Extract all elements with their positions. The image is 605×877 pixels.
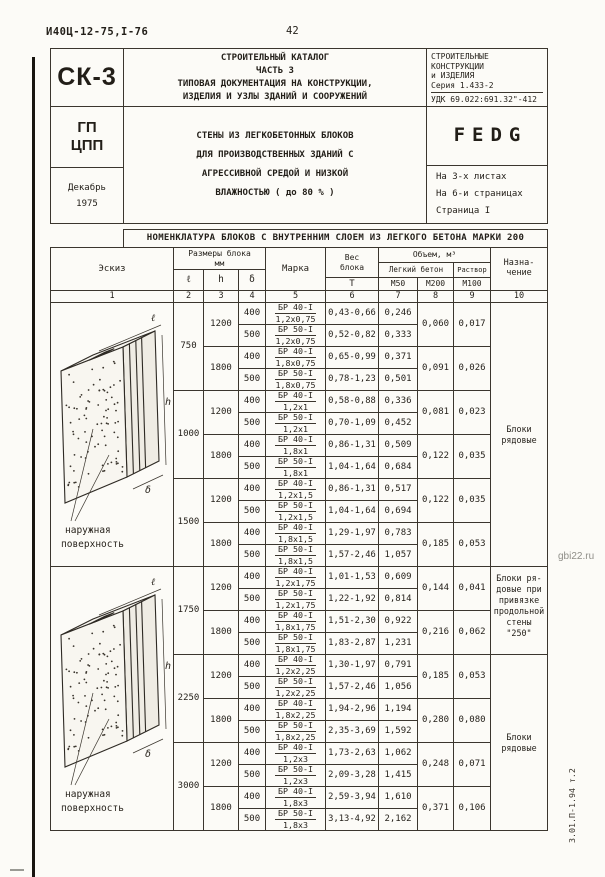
width-cell: 500 (238, 500, 266, 523)
dim-b-header: δ (238, 269, 266, 291)
purpose-cell: Блоки рядовые (490, 654, 548, 831)
col-number: 7 (378, 290, 418, 303)
m100-cell: 0,041 (453, 566, 491, 611)
sketch-header: Эскиз (50, 247, 174, 291)
m100-cell: 0,062 (453, 610, 491, 655)
m50-cell: 0,509 (378, 434, 418, 457)
m200-cell: 0,144 (417, 566, 454, 611)
height-cell: 1200 (203, 478, 239, 523)
col-number: 5 (265, 290, 326, 303)
m100-cell: 0,035 (453, 478, 491, 523)
series-line: Серия 1.433-2 (431, 80, 494, 90)
m200-cell: 0,280 (417, 698, 454, 743)
weight-header: Вес блока (325, 247, 379, 278)
mark-cell: БР 40-I 1,8х1,5 (265, 522, 326, 545)
width-cell: 400 (238, 566, 266, 589)
length-cell: 1750 (173, 566, 204, 655)
height-cell: 1200 (203, 390, 239, 435)
weight-cell: 0,78-1,23 (325, 368, 379, 391)
purpose-cell: Блоки ря- довые при привязке продольной стены "250" (490, 566, 548, 655)
mark-cell: БР 40-I 1,8х1 (265, 434, 326, 457)
block-sketch (51, 309, 173, 561)
height-cell: 1200 (203, 742, 239, 787)
weight-cell: 1,04-1,64 (325, 456, 379, 479)
subject-line: ДЛЯ ПРОИЗВОДСТВЕННЫХ ЗДАНИЙ С (196, 150, 354, 160)
width-cell: 500 (238, 632, 266, 655)
weight-cell: 1,83-2,87 (325, 632, 379, 655)
org-line: и ИЗДЕЛИЯ (431, 71, 475, 80)
sheets-line: На 6-и страницах (436, 189, 523, 199)
m50-cell: 0,517 (378, 478, 418, 501)
m50-cell: 0,783 (378, 522, 418, 545)
scan-artifact (10, 869, 24, 871)
m200-cell: 0,216 (417, 610, 454, 655)
width-cell: 400 (238, 522, 266, 545)
m50-cell: 1,194 (378, 698, 418, 721)
binding-shadow (32, 57, 35, 877)
org-line: СТРОИТЕЛЬНЫЕ (431, 52, 489, 61)
height-cell: 1800 (203, 610, 239, 655)
length-cell: 1000 (173, 390, 204, 479)
mark-cell: БР 50-I 1,2х1 (265, 412, 326, 435)
weight-cell: 1,73-2,63 (325, 742, 379, 765)
col-number: 2 (173, 290, 204, 303)
width-cell: 500 (238, 544, 266, 567)
col-number: 9 (453, 290, 491, 303)
width-cell: 500 (238, 456, 266, 479)
m50-cell: 0,694 (378, 500, 418, 523)
table-title: НОМЕНКЛАТУРА БЛОКОВ С ВНУТРЕННИМ СЛОЕМ ИЗ ЛЕГКОГО БЕТОНА МАРКИ 200 (123, 229, 548, 248)
weight-cell: 1,01-1,53 (325, 566, 379, 589)
length-cell: 1500 (173, 478, 204, 567)
svg-text:наружная: наружная (65, 524, 111, 536)
udk-line: УДК 69.022:691.32"-412 (431, 95, 537, 104)
date-year: 1975 (76, 198, 98, 209)
catalog-line: ТИПОВАЯ ДОКУМЕНТАЦИЯ НА КОНСТРУКЦИИ, (177, 78, 373, 89)
col-number: 3 (203, 290, 239, 303)
width-cell: 400 (238, 742, 266, 765)
m200-cell: 0,081 (417, 390, 454, 435)
date-month: Декабрь (68, 182, 106, 193)
weight-cell: 0,58-0,88 (325, 390, 379, 413)
m50-cell: 1,231 (378, 632, 418, 655)
m200-cell: 0,371 (417, 786, 454, 831)
weight-cell: 1,57-2,46 (325, 676, 379, 699)
weight-unit-header: Т (325, 277, 379, 291)
m50-cell: 1,610 (378, 786, 418, 809)
org-line: КОНСТРУКЦИИ (431, 61, 484, 71)
length-cell: 3000 (173, 742, 204, 831)
stamp-fedg: FEDG (426, 106, 548, 166)
m200-cell: 0,122 (417, 478, 454, 523)
svg-text:h: h (165, 660, 172, 672)
weight-cell: 1,57-2,46 (325, 544, 379, 567)
width-cell: 500 (238, 676, 266, 699)
m50-cell: 0,336 (378, 390, 418, 413)
mark-cell: БР 40-I 1,2х2,25 (265, 654, 326, 677)
m100-cell: 0,023 (453, 390, 491, 435)
weight-cell: 1,22-1,92 (325, 588, 379, 611)
col-number: 10 (490, 290, 548, 303)
height-cell: 1800 (203, 522, 239, 567)
height-cell: 1800 (203, 698, 239, 743)
col-number: 1 (50, 290, 174, 303)
weight-cell: 2,35-3,69 (325, 720, 379, 743)
weight-cell: 2,59-3,94 (325, 786, 379, 809)
m200-header: М200 (417, 277, 454, 291)
mark-cell: БР 50-I 1,2х1,75 (265, 588, 326, 611)
height-cell: 1800 (203, 346, 239, 391)
width-cell: 500 (238, 808, 266, 831)
doc-code: И40Ц-12-75,I-76 (46, 26, 149, 38)
m50-cell: 1,415 (378, 764, 418, 787)
m50-cell: 1,056 (378, 676, 418, 699)
svg-text:δ: δ (145, 748, 152, 760)
svg-text:наружная: наружная (65, 788, 111, 800)
dim-l-header: ℓ (173, 269, 204, 291)
sheets-line: На 3-х листах (436, 172, 507, 182)
weight-cell: 0,52-0,82 (325, 324, 379, 347)
mark-cell: БР 40-I 1,2х3 (265, 742, 326, 765)
mark-cell: БР 50-I 1,2х1,5 (265, 500, 326, 523)
page-line: Страница I (436, 206, 491, 216)
mark-cell: БР 40-I 1,2х0,75 (265, 302, 326, 325)
subject-line: АГРЕССИВНОЙ СРЕДОЙ И НИЗКОЙ (201, 169, 349, 179)
width-cell: 400 (238, 478, 266, 501)
width-cell: 400 (238, 434, 266, 457)
weight-cell: 0,86-1,31 (325, 434, 379, 457)
gp-label: ГП (77, 119, 97, 136)
svg-text:поверхность: поверхность (61, 802, 124, 814)
svg-text:ℓ: ℓ (151, 312, 156, 324)
mark-cell: БР 50-I 1,8х1 (265, 456, 326, 479)
m100-cell: 0,071 (453, 742, 491, 787)
catalog-title-block (123, 48, 427, 107)
mark-cell: БР 50-I 1,2х2,25 (265, 676, 326, 699)
height-cell: 1200 (203, 566, 239, 611)
col-number: 6 (325, 290, 379, 303)
sketch-cell (50, 566, 174, 831)
m100-cell: 0,053 (453, 654, 491, 699)
weight-cell: 1,51-2,30 (325, 610, 379, 633)
date-block (50, 167, 124, 224)
col-number: 8 (417, 290, 454, 303)
m100-cell: 0,080 (453, 698, 491, 743)
weight-cell: 0,86-1,31 (325, 478, 379, 501)
width-cell: 400 (238, 610, 266, 633)
mark-cell: БР 40-I 1,2х1 (265, 390, 326, 413)
sizes-header: Размеры блока мм (173, 247, 266, 270)
mark-cell: БР 40-I 1,8х3 (265, 786, 326, 809)
m100-cell: 0,106 (453, 786, 491, 831)
width-cell: 400 (238, 346, 266, 369)
series-block (426, 48, 548, 107)
m100-cell: 0,026 (453, 346, 491, 391)
weight-cell: 1,04-1,64 (325, 500, 379, 523)
m50-cell: 0,452 (378, 412, 418, 435)
svg-text:h: h (165, 396, 172, 408)
weight-cell: 3,13-4,92 (325, 808, 379, 831)
mark-cell: БР 50-I 1,8х2,25 (265, 720, 326, 743)
width-cell: 500 (238, 412, 266, 435)
weight-cell: 0,70-1,09 (325, 412, 379, 435)
m50-cell: 0,371 (378, 346, 418, 369)
ck3-label: СК-3 (50, 48, 124, 107)
purpose-cell: Блоки рядовые (490, 302, 548, 567)
height-cell: 1800 (203, 434, 239, 479)
weight-cell: 0,43-0,66 (325, 302, 379, 325)
mark-cell: БР 40-I 1,2х1,75 (265, 566, 326, 589)
width-cell: 400 (238, 786, 266, 809)
subject-block (123, 106, 427, 224)
sketch-cell (50, 302, 174, 567)
m50-cell: 0,814 (378, 588, 418, 611)
width-cell: 500 (238, 720, 266, 743)
m100-header: М100 (453, 277, 491, 291)
height-cell: 1200 (203, 654, 239, 699)
width-cell: 400 (238, 390, 266, 413)
m200-cell: 0,060 (417, 302, 454, 347)
mark-cell: БР 50-I 1,8х3 (265, 808, 326, 831)
col-number: 4 (238, 290, 266, 303)
m50-cell: 0,791 (378, 654, 418, 677)
margin-code: 3.01.П-1.94 т.2 (567, 768, 577, 843)
m50-cell: 0,609 (378, 566, 418, 589)
subject-line: СТЕНЫ ИЗ ЛЕГКОБЕТОННЫХ БЛОКОВ (196, 131, 354, 141)
m50-cell: 1,592 (378, 720, 418, 743)
cpp-label: ЦПП (70, 137, 104, 154)
weight-cell: 1,94-2,96 (325, 698, 379, 721)
m50-header: М50 (378, 277, 418, 291)
m50-cell: 0,246 (378, 302, 418, 325)
mark-cell: БР 40-I 1,8х1,75 (265, 610, 326, 633)
m50-cell: 0,333 (378, 324, 418, 347)
purpose-header: Назна- чение (490, 247, 548, 291)
mark-cell: БР 50-I 1,8х1,75 (265, 632, 326, 655)
mark-cell: БР 50-I 1,8х0,75 (265, 368, 326, 391)
m100-cell: 0,035 (453, 434, 491, 479)
m200-cell: 0,185 (417, 522, 454, 567)
m50-cell: 0,501 (378, 368, 418, 391)
width-cell: 400 (238, 302, 266, 325)
width-cell: 500 (238, 764, 266, 787)
width-cell: 400 (238, 654, 266, 677)
weight-cell: 1,30-1,97 (325, 654, 379, 677)
mark-cell: БР 40-I 1,2х1,5 (265, 478, 326, 501)
width-cell: 400 (238, 698, 266, 721)
width-cell: 500 (238, 368, 266, 391)
width-cell: 500 (238, 324, 266, 347)
volume-header: Объем, м³ (378, 247, 491, 263)
page-number: 42 (286, 25, 299, 37)
m50-cell: 2,162 (378, 808, 418, 831)
height-cell: 1800 (203, 786, 239, 831)
m200-cell: 0,122 (417, 434, 454, 479)
subject-line: ВЛАЖНОСТЬЮ ( до 80 % ) (215, 188, 335, 198)
sheets-block (426, 165, 548, 224)
mark-cell: БР 40-I 1,8х0,75 (265, 346, 326, 369)
mark-cell: БР 50-I 1,8х1,5 (265, 544, 326, 567)
mark-cell: БР 40-I 1,8х2,25 (265, 698, 326, 721)
m50-cell: 1,062 (378, 742, 418, 765)
m50-cell: 0,684 (378, 456, 418, 479)
divider (431, 92, 543, 93)
svg-text:δ: δ (145, 484, 152, 496)
mortar-header: Раствор (453, 262, 491, 278)
height-cell: 1200 (203, 302, 239, 347)
catalog-line: ИЗДЕЛИЯ И УЗЛЫ ЗДАНИЙ И СООРУЖЕНИЙ (182, 91, 368, 102)
gp-cpp-block (50, 106, 124, 168)
mark-cell: БР 50-I 1,2х3 (265, 764, 326, 787)
weight-cell: 0,65-0,99 (325, 346, 379, 369)
catalog-line: ЧАСТЬ 3 (256, 65, 294, 76)
mark-cell: БР 50-I 1,2х0,75 (265, 324, 326, 347)
dim-h-header: h (203, 269, 239, 291)
m50-cell: 0,922 (378, 610, 418, 633)
m200-cell: 0,091 (417, 346, 454, 391)
m100-cell: 0,017 (453, 302, 491, 347)
weight-cell: 1,29-1,97 (325, 522, 379, 545)
m100-cell: 0,053 (453, 522, 491, 567)
catalog-line: СТРОИТЕЛЬНЫЙ КАТАЛОГ (220, 52, 330, 63)
length-cell: 750 (173, 302, 204, 391)
m200-cell: 0,248 (417, 742, 454, 787)
mark-header: Марка (265, 247, 326, 291)
svg-text:поверхность: поверхность (61, 538, 124, 550)
svg-text:ℓ: ℓ (151, 576, 156, 588)
block-sketch (51, 573, 173, 825)
light-concrete-header: Легкий бетон (378, 262, 454, 278)
m50-cell: 1,057 (378, 544, 418, 567)
m200-cell: 0,185 (417, 654, 454, 699)
length-cell: 2250 (173, 654, 204, 743)
width-cell: 500 (238, 588, 266, 611)
watermark: gbi22.ru (558, 551, 595, 562)
weight-cell: 2,09-3,28 (325, 764, 379, 787)
